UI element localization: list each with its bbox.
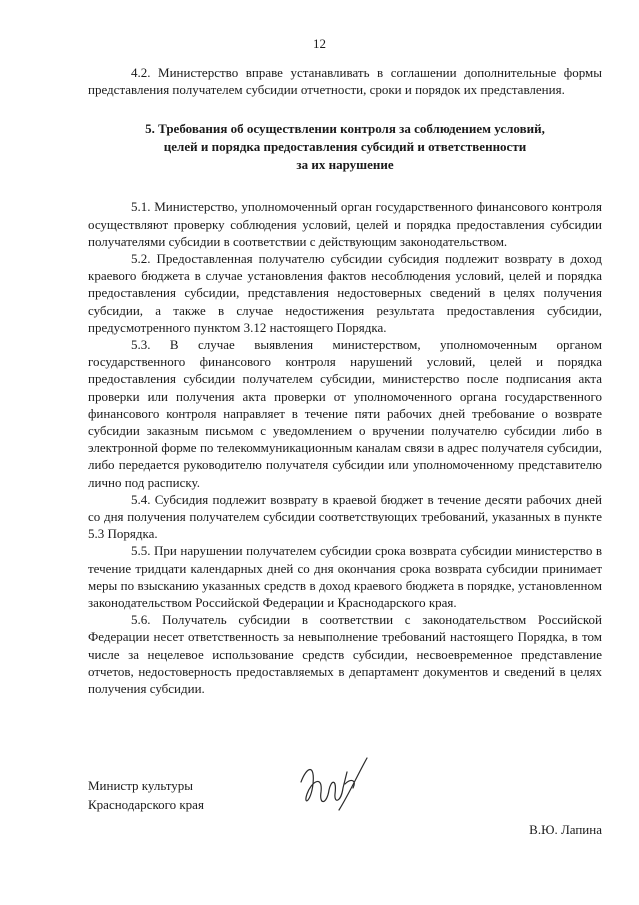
signature-block (88, 776, 602, 836)
paragraph-5-1: 5.1. Министерство, уполномоченный орган государственного финансового контроля осуществляют проверку соблюдения условий, целей и порядка предоставления субсидии получателями субсидии в соответствии с действующим законодательством. (88, 199, 602, 249)
section-title-line: целей и порядка предоставления субсидий и ответственности (163, 139, 527, 155)
section-5-title (88, 120, 602, 174)
handwritten-signature-icon (293, 754, 373, 824)
paragraph-5-4: 5.4. Субсидия подлежит возврату в краевой бюджет в течение десяти рабочих дней со дня получения получателем субсидии соответствующих требований, указанных в пункте 5.3 Порядка. (88, 491, 602, 542)
section-title-line: 5. Требования об осуществлении контроля за соблюдением условий, (145, 121, 545, 137)
paragraph-5-3: 5.3. В случае выявления министерством, уполномоченным органом государственного финансового контроля нарушений условий, целей и порядка предоставления субсидии получателем субсидии, министерство после подписания акта проверки или получения акта проверки от уполномоченного органа государственного финансового контроля направляет в течение пяти рабочих дней требование о возврате субсидии заказным письмом с уведомлением о вручении получателю субсидии либо в электронной форме по телекоммуникационным каналам связи в адрес получателя субсидии, либо передается руководителю получателя субсидии или уполномоченному представителю лично под расписку. (88, 337, 602, 490)
document-body (88, 64, 602, 697)
paragraph-5-2: 5.2. Предоставленная получателю субсидии субсидия подлежит возврату в доход краевого бюджета в случае установления фактов несоблюдения условий, целей и порядка предоставления субсидии, представления недостоверных сведений в целях получения субсидии, а также в случае недостижения результата предоставления субсидии, предусмотренного пунктом 3.12 настоящего Порядка. (88, 251, 602, 335)
signer-title (88, 776, 204, 814)
signer-title-line: Краснодарского края (88, 797, 204, 812)
signer-title-line: Министр культуры (88, 778, 194, 793)
page-number: 12 (313, 36, 326, 51)
signer-name: В.Ю. Лапина (529, 822, 602, 837)
paragraph-4-2: 4.2. Министерство вправе устанавливать в соглашении дополнительные формы представления получателем субсидии отчетности, сроки и порядок их представления. (88, 65, 602, 98)
section-title-line: за их нарушение (296, 157, 394, 173)
paragraph-5-6: 5.6. Получатель субсидии в соответствии с законодательством Российской Федерации несет ответственность за невыполнение требований настоящего Порядка, в том числе за нецелевое использование средств субсидии, несвоевременное представление отчетов, недостоверность предоставляемых в департамент документов и сведений в целях получения субсидии. (88, 612, 602, 697)
paragraph-5-5: 5.5. При нарушении получателем субсидии срока возврата субсидии министерство в течение тридцати календарных дней со дня окончания срока возврата субсидии принимает меры по взысканию указанных средств в доход краевого бюджета в порядке, установленном законодательством Российской Федерации и Краснодарского края. (88, 543, 602, 611)
